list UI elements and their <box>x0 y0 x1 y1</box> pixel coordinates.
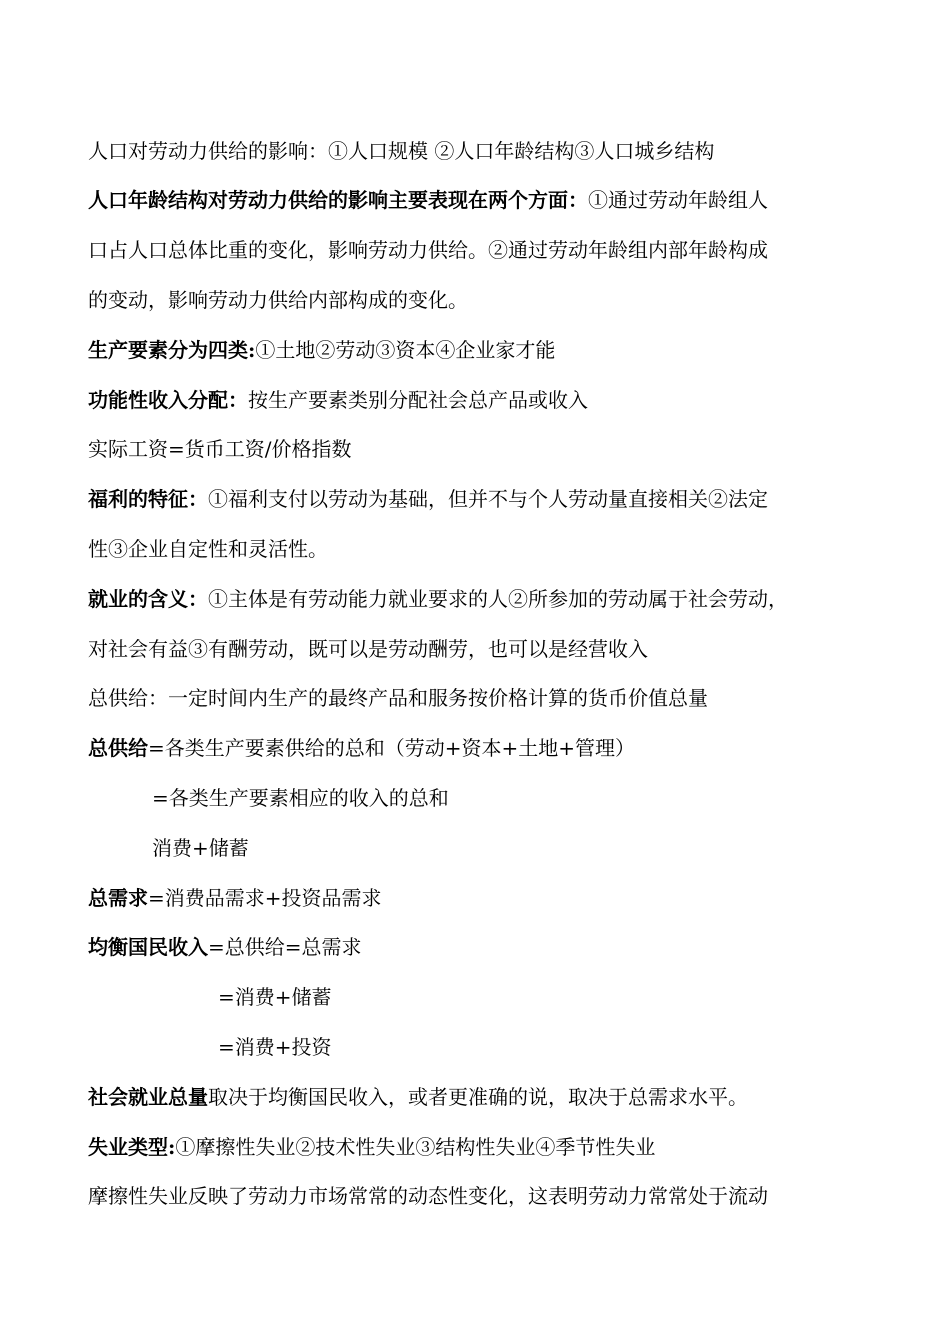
line-text: ①土地②劳动③资本④企业家才能 <box>255 338 556 362</box>
line-heading: 均衡国民收入 <box>88 935 208 959</box>
line-text: 总供给：一定时间内生产的最终产品和服务按价格计算的货币价值总量 <box>88 686 708 710</box>
line-text: =消费+投资 <box>218 1035 332 1059</box>
line-text: 实际工资=货币工资/价格指数 <box>88 437 352 461</box>
line-text: =消费品需求+投资品需求 <box>148 886 382 910</box>
line-text: 对社会有益③有酬劳动，既可以是劳动酬劳，也可以是经营收入 <box>88 637 648 661</box>
text-line-equilibrium-eq2 <box>218 985 332 1009</box>
line-heading: 社会就业总量 <box>88 1085 208 1109</box>
text-line-age-structure <box>88 188 768 212</box>
text-line-total-employment <box>88 1085 748 1109</box>
text-line-equilibrium-eq3 <box>218 1035 332 1059</box>
text-line-population-impact <box>88 139 714 163</box>
line-text: 摩擦性失业反映了劳动力市场常常的动态性变化，这表明劳动力常常处于流动 <box>88 1184 768 1208</box>
line-text: ①福利支付以劳动为基础，但并不与个人劳动量直接相关②法定 <box>208 487 768 511</box>
line-text: 性③企业自定性和灵活性。 <box>88 537 328 561</box>
text-line-unemployment-types <box>88 1135 655 1159</box>
line-text: =各类生产要素供给的总和（劳动+资本+土地+管理） <box>148 736 636 760</box>
line-text: =总供给=总需求 <box>208 935 362 959</box>
line-heading: 总供给 <box>88 736 148 760</box>
line-text: ①摩擦性失业②技术性失业③结构性失业④季节性失业 <box>175 1135 656 1159</box>
line-text: 的变动，影响劳动力供给内部构成的变化。 <box>88 288 468 312</box>
text-line-total-supply-eq1 <box>88 736 635 760</box>
text-line-real-wage <box>88 437 352 461</box>
line-heading: 福利的特征： <box>88 487 208 511</box>
text-line-frictional-unemployment <box>88 1184 768 1208</box>
text-line-total-demand <box>88 886 382 910</box>
line-heading: 就业的含义： <box>88 587 208 611</box>
text-line-total-supply-def <box>88 686 708 710</box>
text-line-welfare-features-cont <box>88 537 328 561</box>
line-text: =消费+储蓄 <box>218 985 332 1009</box>
text-line-employment-meaning <box>88 587 788 611</box>
line-text: ①主体是有劳动能力就业要求的人②所参加的劳动属于社会劳动， <box>208 587 788 611</box>
line-text: 消费+储蓄 <box>152 836 249 860</box>
line-text: 按生产要素类别分配社会总产品或收入 <box>248 388 588 412</box>
line-text: 取决于均衡国民收入，或者更准确的说，取决于总需求水平。 <box>208 1085 748 1109</box>
line-heading: 人口年龄结构对劳动力供给的影响主要表现在两个方面： <box>88 188 588 212</box>
text-line-equilibrium-income <box>88 935 362 959</box>
line-text: 人口对劳动力供给的影响：①人口规模 ②人口年龄结构③人口城乡结构 <box>88 139 715 163</box>
line-heading: 失业类型: <box>88 1135 176 1159</box>
line-text: ①通过劳动年龄组人 <box>588 188 768 212</box>
text-line-employment-meaning-cont <box>88 637 648 661</box>
line-heading: 总需求 <box>88 886 148 910</box>
line-heading: 功能性收入分配： <box>88 388 248 412</box>
text-line-production-factors <box>88 338 555 362</box>
line-text: 口占人口总体比重的变化，影响劳动力供给。②通过劳动年龄组内部年龄构成 <box>88 238 768 262</box>
text-line-age-structure-cont2 <box>88 288 468 312</box>
text-line-welfare-features <box>88 487 768 511</box>
text-line-age-structure-cont1 <box>88 238 768 262</box>
line-heading: 生产要素分为四类: <box>88 338 256 362</box>
line-text: =各类生产要素相应的收入的总和 <box>152 786 449 810</box>
text-line-total-supply-eq3 <box>152 836 249 860</box>
text-line-total-supply-eq2 <box>152 786 449 810</box>
text-line-functional-income <box>88 388 588 412</box>
